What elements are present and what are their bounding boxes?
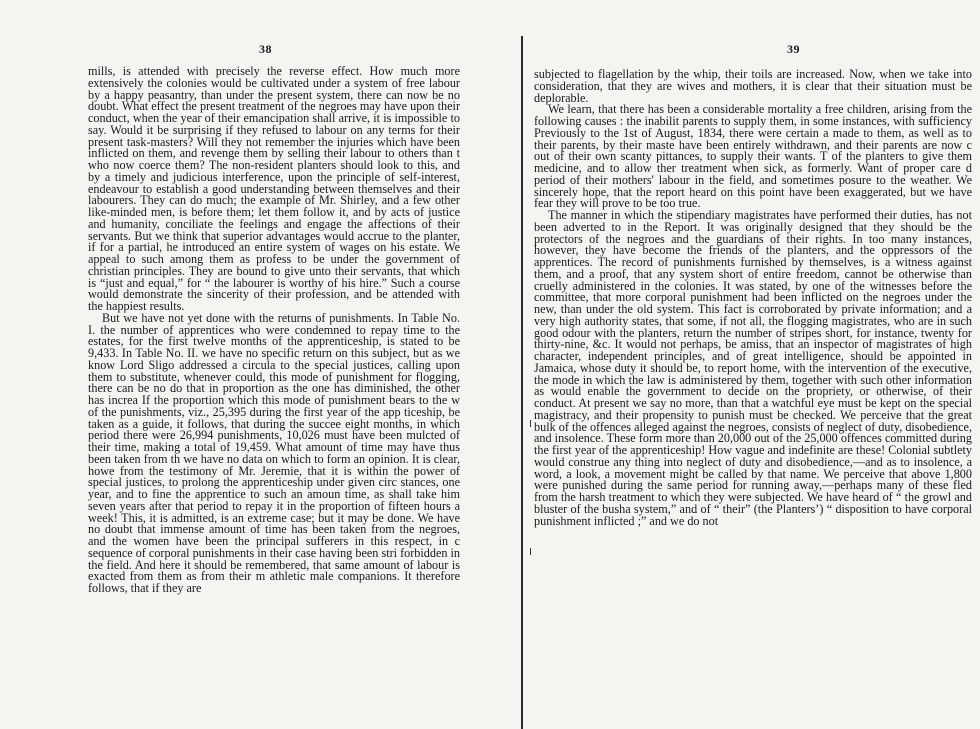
paragraph: subjected to flagellation by the whip, their toils are increased. Now, when we take into consideration, that they are wives and mothers, it is clear that their situation must be deplorable. (534, 67, 972, 105)
paragraph: The manner in which the stipendiary magistrates have performed their duties, has not been adverted to in the Report. It was originally designed that they should be the protectors of the negroes and the guardians of their rights. In too many instances, however, they have become the friends of the planters, and the oppressors of the apprentices. The record of punishments furnished by themselves, is a witness against them, and a proof, that any system short of entire freedom, cannot be otherwise than cruelly administered in the colonies. It was stated, by one of the witnesses before the committee, that more corporal punishment had been inflicted on the negroes under the new, than under the old system. This fact is corroborated by private information; and a very high authority states, that some, if not all, the flogging magistrates, who are in such good odour with the planters, return the number of stripes short, for instance, twenty for thirty-nine, &c. It would not perhaps, be amiss, that an inspector of magistrates of high character, independent principles, and of great intelligence, should be appointed in Jamaica, whose duty it should be, to report home, with the intervention of the executive, the mode in which the law is administered by them, together with such other information as would enable the government to decide on the propriety, or otherwise, of their conduct. At present we say no more, than that a watchful eye must be kept on the special magistracy, and their propensity to punish must be checked. We perceive that the great bulk of the offences alleged against the negroes, consists of neglect of duty, disobedience, and insolence. These form more than 20,000 out of the 25,000 offences committed during the first year of the apprenticeship! How vague and indefinite are these! Colonial subtlety would construe any thing into neglect of duty and disobedience,—and as to insolence, a word, a look, a movement might be called by that name. We perceive that above 1,800 were punished during the same period for running away,—perhaps many of these fled from the harsh treatment to which they were subjected. We have heard of “ the growl and bluster of the busha system,” and of “ their” (the Planters’) “ disposition to have corporal punishment inflicted ;” and we do not (534, 208, 972, 528)
paragraph: But we have not yet done with the returns of punishments. In Table No. I. the number of apprentices who were condemned to repay time to the estates, for the first twelve months of the apprenticeship, is stated to be 9,433. In Table No. II. we have no specific return on this subject, but as we know Lord Sligo addressed a circula to the special justices, calling upon them to substitute, whenever could, this mode of punishment for flogging, there can be no do that in proportion as the one has diminished, the other has increa If the proportion which this mode of punishment bears to the w of the punishments, viz., 25,395 during the first year of the app ticeship, be taken as a guide, it follows, that during the succee eight months, in which period there were 26,994 punishments, 10,026 must have been mulcted of their time, making a total of 19,459. What amount of time may have thus been taken from th we have no data on which to form an opinion. It is clear, howe from the testimony of Mr. Jeremie, that it is within the power of special justices, to prolong the apprenticeship under given circ stances, one year, and to fine the apprentice to such an amoun time, as shall take him seven years after that period to repay it in the proportion of fifteen hours a week! This, it is admitted, is an extreme case; but it may be done. We have no doubt that immense amount of time has been taken from the negroes, and the women have been the principal sufferers in this respect, in c sequence of corporal punishments in their case having been stri forbidden in the field. And here it should be remembered, that same amount of labour is exacted from them as from their m athletic male companions. It therefore follows, that if they are (88, 310, 460, 595)
binding-mark (530, 420, 535, 427)
right-page (524, 0, 980, 729)
page-number-right: 39 (787, 42, 800, 56)
left-page-body (88, 66, 460, 595)
page-gutter (521, 36, 523, 729)
paragraph: We learn, that there has been a considerable mortality a free children, arising from the following causes : the inabilit parents to supply them, in some instances, with sufficiency Previously to the 1st of August, 1834, there were certain a made to them, as well as to their parents, by their maste have been entirely withdrawn, and their parents are now c out of their own scanty pittances, to supply their wants. T of the planters to give them medicine, and to allow ther treatment when sick, as formerly. Want of proper care d period of their mothers' labour in the field, and sometimes posure to the weather. We sincerely hope, that the report heard on this point have been exaggerated, but we have fear they will prove to be too true. (534, 102, 972, 211)
right-page-body (534, 69, 972, 527)
binding-mark (530, 548, 535, 555)
paragraph: mills, is attended with precisely the reverse effect. How much more extensively the colonies would be cultivated under a system of free labour by a happy peasantry, than under the present system, there can now be no doubt. What effect the present treatment of the negroes may have upon their conduct, when the year of their emancipation shall arrive, it is impossible to say. Would it be surprising if they refused to labour on any terms for their present task-masters? Will they not remember the injuries which have been inflicted on them, and revenge them by selling their labour to others than t who now coerce them? The non-resident planters should look to this, and by a timely and judicious interference, upon the principle of self-interest, endeavour to establish a good understanding between themselves and their labourers. They can do much; the example of Mr. Shirley, and a few other like-minded men, is before them; let them follow it, and by acts of justice and humanity, conciliate the feelings and engage the affections of their servants. But we think that superior advantages would accrue to the planter, if for a partial, he introduced an entire system of wages on his estate. We appeal to such among them as profess to be under the government of christian principles. They are bound to give unto their servants, that which is “just and equal,” for “ the labourer is worthy of his hire.” Such a course would demonstrate the sincerity of their profession, and be attended with the happiest results. (88, 64, 460, 313)
page-number-left: 38 (259, 42, 272, 56)
